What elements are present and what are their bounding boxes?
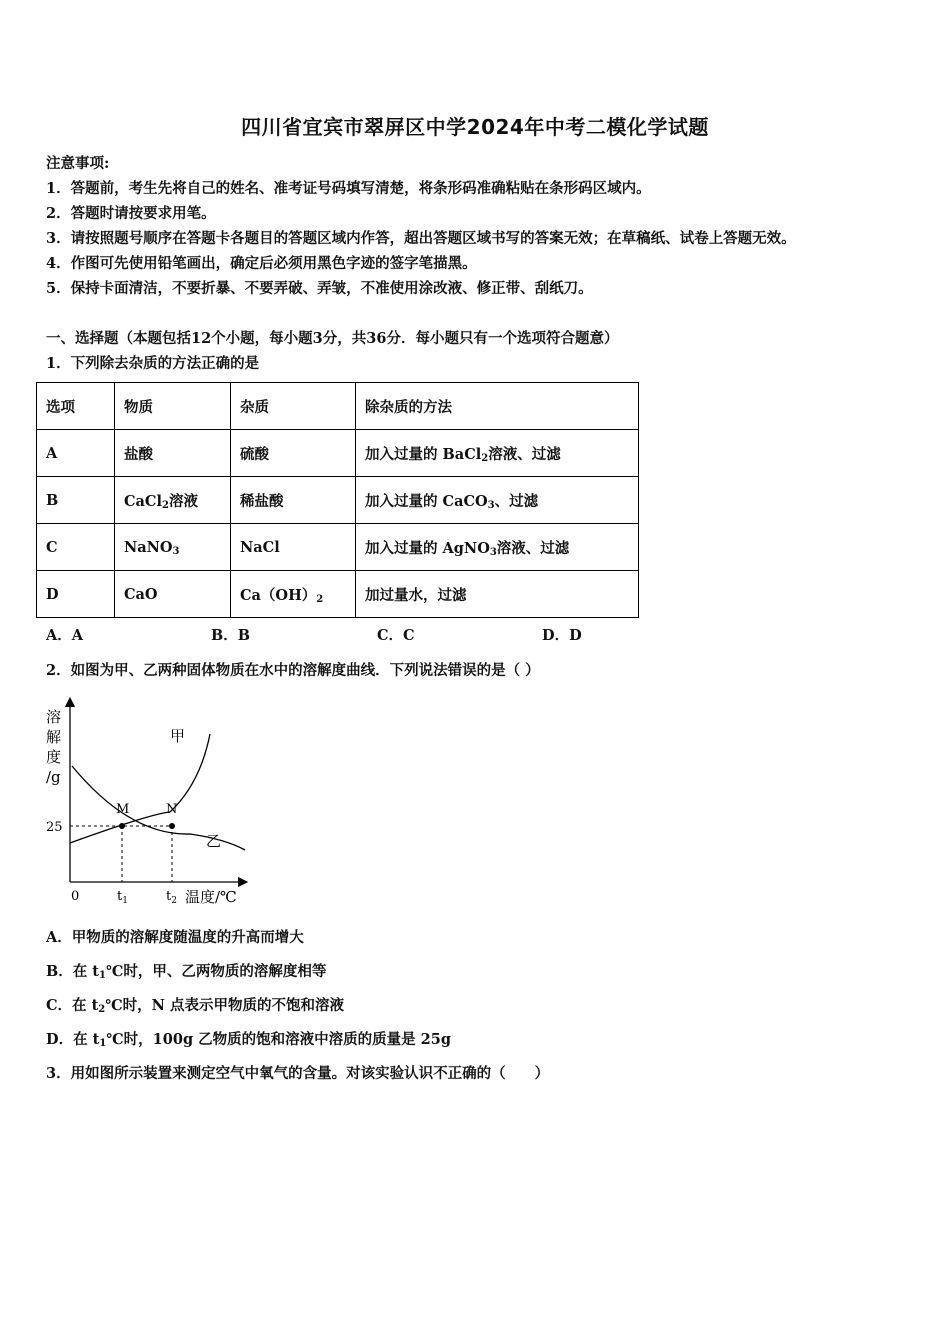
table-row — [37, 477, 639, 524]
point-m — [119, 823, 125, 829]
question-1-table — [36, 382, 639, 618]
table-header-cell: 物质 — [115, 383, 231, 430]
y-label-char: /g — [46, 768, 61, 786]
table-header-cell: 选项 — [37, 383, 115, 430]
question-1-stem: 1．下列除去杂质的方法正确的是 — [46, 355, 260, 372]
t2-label: $t_2$ — [166, 889, 177, 906]
solubility-graph — [40, 694, 250, 914]
question-1-choice-d: D．D — [542, 627, 582, 644]
t1-label: $t_1$ — [117, 889, 128, 906]
question-3-stem: 3．用如图所示装置来测定空气中氧气的含量。对该实验认识不正确的（ ） — [46, 1065, 550, 1082]
notice-item: 5．保持卡面清洁，不要折暴、不要弄破、弄皱，不准使用涂改液、修正带、刮纸刀。 — [46, 280, 593, 297]
table-cell-option: D — [37, 571, 115, 618]
table-cell-method: 加入过量的 CaCO$_3$、过滤 — [356, 477, 639, 524]
notice-item: 2．答题时请按要求用笔。 — [46, 205, 216, 222]
label-jia: 甲 — [170, 727, 186, 745]
table-cell-method: 加入过量的 BaCl$_2$溶液、过滤 — [356, 430, 639, 477]
notice-item: 3．请按照题号顺序在答题卡各题目的答题区域内作答，超出答题区域书写的答案无效；在草稿纸、试卷上答题无效。 — [46, 230, 796, 247]
table-cell-substance: CaCl$_2$溶液 — [115, 477, 231, 524]
question-2-stem: 2．如图为甲、乙两种固体物质在水中的溶解度曲线．下列说法错误的是（ ） — [46, 662, 540, 679]
label-n: N — [166, 802, 178, 817]
question-1-choice-b: B．B — [211, 627, 251, 644]
notice-item: 4．作图可先使用铅笔画出，确定后必须用黑色字迹的签字笔描黑。 — [46, 255, 477, 272]
table-header-row — [37, 383, 639, 430]
question-1-choice-c: C．C — [377, 627, 415, 644]
table-cell-impurity: 硫酸 — [231, 430, 356, 477]
table-cell-option: A — [37, 430, 115, 477]
label-yi: 乙 — [206, 832, 222, 850]
question-1-choice-a: A．A — [46, 627, 84, 644]
y-label-char: 解 — [46, 728, 62, 746]
y-label-char: 溶 — [46, 708, 62, 726]
table-cell-substance: NaNO$_3$ — [115, 524, 231, 571]
label-m: M — [116, 802, 130, 817]
table-cell-substance: 盐酸 — [115, 430, 231, 477]
table-row — [37, 430, 639, 477]
table-cell-impurity: NaCl — [231, 524, 356, 571]
question-2-option-a: A．甲物质的溶解度随温度的升高而增大 — [46, 929, 304, 946]
table-row — [37, 524, 639, 571]
y-tick-25: 25 — [46, 820, 63, 835]
point-n — [169, 823, 175, 829]
notice-item: 1．答题前，考生先将自己的姓名、准考证号码填写清楚，将条形码准确粘贴在条形码区域内。 — [46, 180, 651, 197]
question-2-option-b: B．在 $t_1℃$时，甲、乙两物质的溶解度相等 — [46, 963, 327, 981]
table-cell-method: 加入过量的 AgNO$_3$溶液、过滤 — [356, 524, 639, 571]
table-cell-method: 加过量水，过滤 — [356, 571, 639, 618]
table-cell-substance: CaO — [115, 571, 231, 618]
table-header-cell: 杂质 — [231, 383, 356, 430]
page-title: 四川省宜宾市翠屏区中学2024年中考二模化学试题 — [241, 115, 709, 139]
x-axis-label: 温度/℃ — [185, 888, 237, 906]
table-cell-impurity: 稀盐酸 — [231, 477, 356, 524]
table-row — [37, 571, 639, 618]
table-cell-option: C — [37, 524, 115, 571]
table-cell-impurity: $Ca(OH)_2$ — [231, 571, 356, 618]
table-header-cell: 除杂质的方法 — [356, 383, 639, 430]
y-label-char: 度 — [46, 748, 62, 766]
section-heading: 一、选择题（本题包括12个小题，每小题3分，共36分．每小题只有一个选项符合题意） — [46, 330, 619, 347]
table-cell-option: B — [37, 477, 115, 524]
notice-heading: 注意事项: — [46, 155, 110, 172]
curve-jia — [70, 734, 210, 843]
origin-label: 0 — [71, 889, 80, 904]
question-2-option-d: D．在 $t_1℃$时，100g 乙物质的饱和溶液中溶质的质量是 25g — [46, 1031, 451, 1049]
question-2-option-c: C．在 $t_2℃$时，N 点表示甲物质的不饱和溶液 — [46, 997, 344, 1015]
